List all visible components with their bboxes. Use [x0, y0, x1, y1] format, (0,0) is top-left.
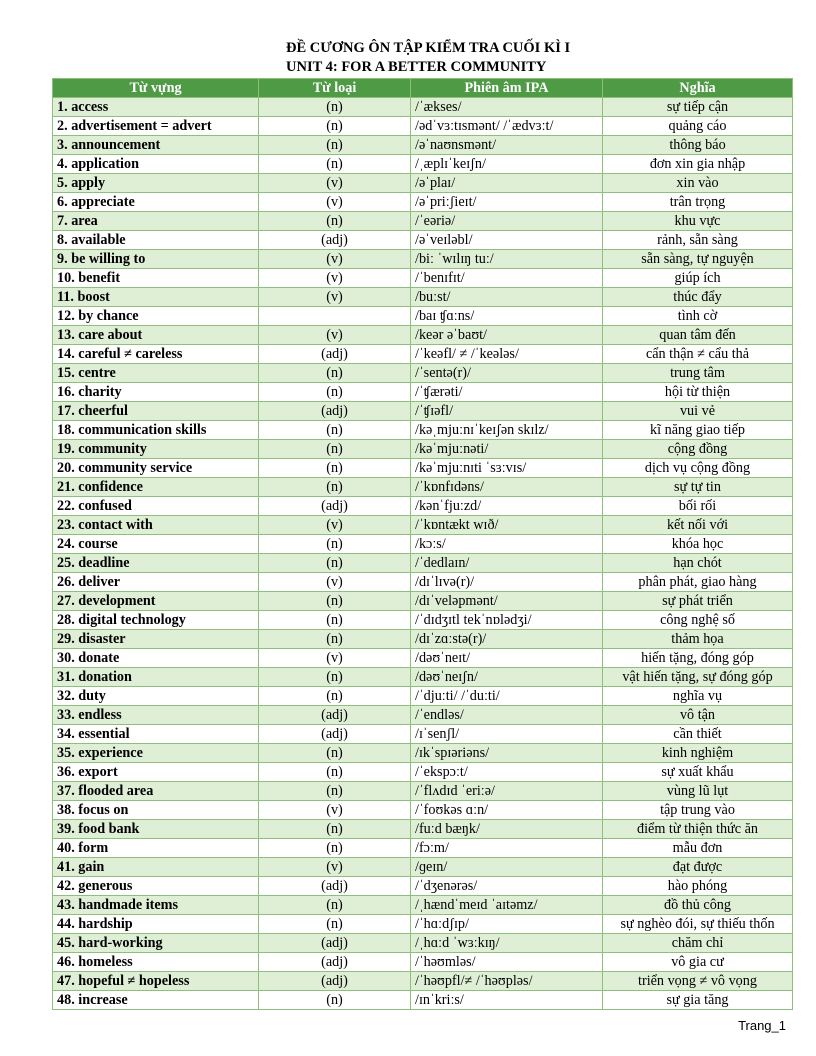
vocab-word: 14. careful ≠ careless — [53, 345, 259, 364]
vocab-part-of-speech: (v) — [259, 193, 411, 212]
vocab-part-of-speech: (n) — [259, 611, 411, 630]
vocab-meaning: sự phát triển — [603, 592, 793, 611]
vocab-meaning: giúp ích — [603, 269, 793, 288]
vocab-meaning: khu vực — [603, 212, 793, 231]
table-row — [53, 307, 793, 326]
table-row — [53, 896, 793, 915]
vocab-meaning: triển vọng ≠ vô vọng — [603, 972, 793, 991]
vocab-part-of-speech: (n) — [259, 364, 411, 383]
table-row — [53, 421, 793, 440]
vocab-ipa: /kɔːs/ — [411, 535, 603, 554]
vocab-word: 31. donation — [53, 668, 259, 687]
vocab-ipa: /ˈdjuːti/ /ˈduːti/ — [411, 687, 603, 706]
vocab-part-of-speech: (v) — [259, 250, 411, 269]
unit-title: UNIT 4: FOR A BETTER COMMUNITY — [286, 59, 547, 75]
vocab-meaning: sự xuất khẩu — [603, 763, 793, 782]
table-row — [53, 136, 793, 155]
vocab-meaning: khóa học — [603, 535, 793, 554]
vocab-word: 42. generous — [53, 877, 259, 896]
vocab-meaning: tập trung vào — [603, 801, 793, 820]
table-row — [53, 345, 793, 364]
vocab-meaning: tình cờ — [603, 307, 793, 326]
vocab-word: 27. development — [53, 592, 259, 611]
header-part-of-speech: Từ loại — [259, 79, 411, 98]
table-row — [53, 98, 793, 117]
vocab-part-of-speech: (v) — [259, 649, 411, 668]
table-row — [53, 326, 793, 345]
vocab-ipa: /baɪ ʧɑːns/ — [411, 307, 603, 326]
vocab-word: 11. boost — [53, 288, 259, 307]
vocab-ipa: /ˈendləs/ — [411, 706, 603, 725]
vocab-word: 1. access — [53, 98, 259, 117]
vocab-meaning: vô gia cư — [603, 953, 793, 972]
vocab-part-of-speech: (n) — [259, 478, 411, 497]
vocab-meaning: phân phát, giao hàng — [603, 573, 793, 592]
table-row — [53, 117, 793, 136]
table-row — [53, 820, 793, 839]
table-row — [53, 516, 793, 535]
vocab-ipa: /ˈkeəfl/ ≠ /ˈkeələs/ — [411, 345, 603, 364]
vocab-part-of-speech: (v) — [259, 269, 411, 288]
vocab-part-of-speech: (n) — [259, 668, 411, 687]
table-row — [53, 611, 793, 630]
vocab-part-of-speech: (n) — [259, 383, 411, 402]
table-row — [53, 573, 793, 592]
vocab-word: 35. experience — [53, 744, 259, 763]
vocab-ipa: /kəˌmjuːnɪˈkeɪʃən skɪlz/ — [411, 421, 603, 440]
vocab-ipa: /əˈnaʊnsmənt/ — [411, 136, 603, 155]
table-row — [53, 269, 793, 288]
table-row — [53, 250, 793, 269]
table-row — [53, 478, 793, 497]
vocab-ipa: /əˈplaɪ/ — [411, 174, 603, 193]
vocab-ipa: /dɪˈlɪvə(r)/ — [411, 573, 603, 592]
table-row — [53, 174, 793, 193]
vocab-word: 33. endless — [53, 706, 259, 725]
vocab-ipa: /ˈkɒnfɪdəns/ — [411, 478, 603, 497]
vocab-meaning: cẩn thận ≠ cẩu thả — [603, 345, 793, 364]
vocab-word: 20. community service — [53, 459, 259, 478]
vocab-part-of-speech: (v) — [259, 573, 411, 592]
vocab-word: 6. appreciate — [53, 193, 259, 212]
vocab-word: 13. care about — [53, 326, 259, 345]
vocab-ipa: /ˈsentə(r)/ — [411, 364, 603, 383]
table-row — [53, 744, 793, 763]
vocab-ipa: /kəˈmjuːnəti/ — [411, 440, 603, 459]
vocab-ipa: /ˈʧɪəfl/ — [411, 402, 603, 421]
table-row — [53, 402, 793, 421]
vocab-word: 44. hardship — [53, 915, 259, 934]
vocab-part-of-speech: (n) — [259, 421, 411, 440]
vocab-word: 41. gain — [53, 858, 259, 877]
vocab-part-of-speech: (adj) — [259, 725, 411, 744]
table-row — [53, 592, 793, 611]
vocab-ipa: /fɔːm/ — [411, 839, 603, 858]
vocab-word: 26. deliver — [53, 573, 259, 592]
table-row — [53, 497, 793, 516]
vocab-meaning: hào phóng — [603, 877, 793, 896]
vocab-meaning: bối rối — [603, 497, 793, 516]
vocab-part-of-speech: (adj) — [259, 345, 411, 364]
table-row — [53, 535, 793, 554]
vocab-ipa: /ədˈvɜːtɪsmənt/ /ˈædvɜːt/ — [411, 117, 603, 136]
vocab-part-of-speech: (n) — [259, 630, 411, 649]
vocab-part-of-speech: (n) — [259, 459, 411, 478]
vocab-part-of-speech: (adj) — [259, 497, 411, 516]
vocab-ipa: /ˈʧærəti/ — [411, 383, 603, 402]
vocab-meaning: nghĩa vụ — [603, 687, 793, 706]
vocab-ipa: /əˈveɪləbl/ — [411, 231, 603, 250]
vocab-part-of-speech: (n) — [259, 896, 411, 915]
page-footer: Trang_1 — [738, 1018, 786, 1033]
vocab-word: 10. benefit — [53, 269, 259, 288]
vocab-ipa: /ˈflʌdɪd ˈeriːə/ — [411, 782, 603, 801]
vocab-part-of-speech: (n) — [259, 98, 411, 117]
vocab-meaning: thảm họa — [603, 630, 793, 649]
vocab-word: 19. community — [53, 440, 259, 459]
vocab-word: 39. food bank — [53, 820, 259, 839]
vocab-ipa: /ˈdʒenərəs/ — [411, 877, 603, 896]
vocab-meaning: cộng đồng — [603, 440, 793, 459]
vocabulary-table — [52, 78, 793, 1010]
vocab-ipa: /ˈhəʊpfl/≠ /ˈhəʊpləs/ — [411, 972, 603, 991]
vocab-meaning: vật hiến tặng, sự đóng góp — [603, 668, 793, 687]
table-row — [53, 687, 793, 706]
vocab-meaning: điểm từ thiện thức ăn — [603, 820, 793, 839]
table-row — [53, 554, 793, 573]
vocab-part-of-speech — [259, 307, 411, 326]
vocab-meaning: hiến tặng, đóng góp — [603, 649, 793, 668]
vocab-part-of-speech: (n) — [259, 535, 411, 554]
vocab-ipa: /keər əˈbaʊt/ — [411, 326, 603, 345]
table-row — [53, 364, 793, 383]
vocab-word: 36. export — [53, 763, 259, 782]
vocab-meaning: rảnh, sẵn sàng — [603, 231, 793, 250]
vocab-ipa: /ɪkˈspɪəriəns/ — [411, 744, 603, 763]
vocab-part-of-speech: (adj) — [259, 706, 411, 725]
vocab-word: 2. advertisement = advert — [53, 117, 259, 136]
vocab-part-of-speech: (n) — [259, 155, 411, 174]
vocab-part-of-speech: (n) — [259, 554, 411, 573]
vocab-meaning: hạn chót — [603, 554, 793, 573]
vocab-meaning: thông báo — [603, 136, 793, 155]
vocab-ipa: /buːst/ — [411, 288, 603, 307]
vocab-ipa: /ɪˈsenʃl/ — [411, 725, 603, 744]
vocab-part-of-speech: (n) — [259, 839, 411, 858]
vocab-ipa: /fuːd bæŋk/ — [411, 820, 603, 839]
table-header-row — [53, 79, 793, 98]
header-meaning: Nghĩa — [603, 79, 793, 98]
vocab-ipa: /dəʊˈneɪʃn/ — [411, 668, 603, 687]
vocab-meaning: vui vẻ — [603, 402, 793, 421]
document-title: ĐỀ CƯƠNG ÔN TẬP KIỂM TRA CUỐI KÌ I — [286, 40, 571, 56]
vocab-word: 18. communication skills — [53, 421, 259, 440]
vocab-ipa: /ˈhɑːdʃɪp/ — [411, 915, 603, 934]
vocab-part-of-speech: (n) — [259, 991, 411, 1010]
vocab-word: 17. cheerful — [53, 402, 259, 421]
vocab-word: 22. confused — [53, 497, 259, 516]
vocab-part-of-speech: (n) — [259, 592, 411, 611]
vocab-meaning: đồ thủ công — [603, 896, 793, 915]
vocab-word: 9. be willing to — [53, 250, 259, 269]
vocab-meaning: xin vào — [603, 174, 793, 193]
table-row — [53, 991, 793, 1010]
vocab-part-of-speech: (n) — [259, 212, 411, 231]
vocab-ipa: /ˈekspɔːt/ — [411, 763, 603, 782]
table-row — [53, 763, 793, 782]
table-row — [53, 953, 793, 972]
vocab-meaning: sự gia tăng — [603, 991, 793, 1010]
vocab-ipa: /kənˈfjuːzd/ — [411, 497, 603, 516]
vocab-word: 15. centre — [53, 364, 259, 383]
header-ipa: Phiên âm IPA — [411, 79, 603, 98]
vocab-ipa: /ɡeɪn/ — [411, 858, 603, 877]
vocab-meaning: sẵn sàng, tự nguyện — [603, 250, 793, 269]
table-row — [53, 630, 793, 649]
vocab-part-of-speech: (n) — [259, 136, 411, 155]
table-row — [53, 193, 793, 212]
vocab-ipa: /ˌhɑːd ˈwɜːkɪŋ/ — [411, 934, 603, 953]
vocab-word: 7. area — [53, 212, 259, 231]
table-row — [53, 934, 793, 953]
vocab-part-of-speech: (n) — [259, 744, 411, 763]
table-row — [53, 649, 793, 668]
table-row — [53, 440, 793, 459]
vocab-meaning: vô tận — [603, 706, 793, 725]
vocab-part-of-speech: (v) — [259, 858, 411, 877]
vocab-part-of-speech: (n) — [259, 687, 411, 706]
vocab-word: 47. hopeful ≠ hopeless — [53, 972, 259, 991]
vocab-ipa: /ˈkɒntækt wɪð/ — [411, 516, 603, 535]
vocab-word: 34. essential — [53, 725, 259, 744]
vocab-word: 29. disaster — [53, 630, 259, 649]
vocab-meaning: quảng cáo — [603, 117, 793, 136]
vocab-ipa: /biː ˈwɪlɪŋ tuː/ — [411, 250, 603, 269]
vocab-word: 16. charity — [53, 383, 259, 402]
vocab-meaning: công nghệ số — [603, 611, 793, 630]
vocab-part-of-speech: (adj) — [259, 953, 411, 972]
table-row — [53, 782, 793, 801]
vocab-ipa: /ˈhəʊmləs/ — [411, 953, 603, 972]
table-row — [53, 459, 793, 478]
vocab-part-of-speech: (adj) — [259, 231, 411, 250]
vocab-meaning: kĩ năng giao tiếp — [603, 421, 793, 440]
vocab-part-of-speech: (n) — [259, 440, 411, 459]
vocab-word: 24. course — [53, 535, 259, 554]
table-row — [53, 839, 793, 858]
vocab-meaning: thúc đẩy — [603, 288, 793, 307]
vocab-word: 37. flooded area — [53, 782, 259, 801]
vocab-word: 32. duty — [53, 687, 259, 706]
vocab-ipa: /kəˈmjuːnɪti ˈsɜːvɪs/ — [411, 459, 603, 478]
table-row — [53, 383, 793, 402]
vocab-meaning: hội từ thiện — [603, 383, 793, 402]
table-row — [53, 668, 793, 687]
vocab-meaning: sự tự tin — [603, 478, 793, 497]
vocab-word: 38. focus on — [53, 801, 259, 820]
vocab-word: 48. increase — [53, 991, 259, 1010]
vocab-meaning: cần thiết — [603, 725, 793, 744]
vocab-meaning: đạt được — [603, 858, 793, 877]
table-row — [53, 801, 793, 820]
vocab-ipa: /ɪnˈkriːs/ — [411, 991, 603, 1010]
vocab-word: 4. application — [53, 155, 259, 174]
vocab-ipa: /dɪˈveləpmənt/ — [411, 592, 603, 611]
vocab-meaning: vùng lũ lụt — [603, 782, 793, 801]
vocab-part-of-speech: (n) — [259, 117, 411, 136]
vocab-ipa: /ˈdɪdʒɪtl tekˈnɒlədʒi/ — [411, 611, 603, 630]
vocab-word: 21. confidence — [53, 478, 259, 497]
vocab-word: 30. donate — [53, 649, 259, 668]
vocab-part-of-speech: (adj) — [259, 877, 411, 896]
vocab-part-of-speech: (n) — [259, 915, 411, 934]
vocab-ipa: /ˈækses/ — [411, 98, 603, 117]
vocab-part-of-speech: (v) — [259, 516, 411, 535]
table-row — [53, 155, 793, 174]
vocab-ipa: /ˈfoʊkəs ɑːn/ — [411, 801, 603, 820]
header-word: Từ vựng — [53, 79, 259, 98]
vocab-word: 23. contact with — [53, 516, 259, 535]
vocab-part-of-speech: (v) — [259, 326, 411, 345]
vocab-part-of-speech: (adj) — [259, 934, 411, 953]
vocab-word: 5. apply — [53, 174, 259, 193]
vocab-meaning: sự nghèo đói, sự thiếu thốn — [603, 915, 793, 934]
vocab-meaning: kết nối với — [603, 516, 793, 535]
vocab-ipa: /əˈpriːʃieɪt/ — [411, 193, 603, 212]
table-row — [53, 288, 793, 307]
vocab-word: 40. form — [53, 839, 259, 858]
vocab-part-of-speech: (adj) — [259, 972, 411, 991]
table-row — [53, 915, 793, 934]
vocab-ipa: /dɪˈzɑːstə(r)/ — [411, 630, 603, 649]
vocab-meaning: kinh nghiệm — [603, 744, 793, 763]
table-row — [53, 877, 793, 896]
vocab-word: 3. announcement — [53, 136, 259, 155]
vocab-meaning: trân trọng — [603, 193, 793, 212]
vocab-ipa: /ˌhændˈmeɪd ˈaɪtəmz/ — [411, 896, 603, 915]
vocab-part-of-speech: (adj) — [259, 402, 411, 421]
vocab-word: 45. hard-working — [53, 934, 259, 953]
vocab-part-of-speech: (v) — [259, 174, 411, 193]
vocab-meaning: mẫu đơn — [603, 839, 793, 858]
vocab-meaning: trung tâm — [603, 364, 793, 383]
table-row — [53, 706, 793, 725]
vocab-meaning: sự tiếp cận — [603, 98, 793, 117]
vocab-part-of-speech: (n) — [259, 820, 411, 839]
vocab-ipa: /dəʊˈneɪt/ — [411, 649, 603, 668]
vocab-word: 28. digital technology — [53, 611, 259, 630]
vocab-word: 8. available — [53, 231, 259, 250]
vocab-part-of-speech: (n) — [259, 763, 411, 782]
table-row — [53, 972, 793, 991]
vocab-ipa: /ˈeəriə/ — [411, 212, 603, 231]
vocab-meaning: chăm chỉ — [603, 934, 793, 953]
vocab-part-of-speech: (v) — [259, 288, 411, 307]
vocab-ipa: /ˈdedlaɪn/ — [411, 554, 603, 573]
vocab-word: 12. by chance — [53, 307, 259, 326]
vocab-word: 25. deadline — [53, 554, 259, 573]
table-row — [53, 212, 793, 231]
vocab-word: 43. handmade items — [53, 896, 259, 915]
table-row — [53, 231, 793, 250]
table-row — [53, 725, 793, 744]
vocab-ipa: /ˈbenɪfɪt/ — [411, 269, 603, 288]
vocab-meaning: dịch vụ cộng đồng — [603, 459, 793, 478]
vocab-word: 46. homeless — [53, 953, 259, 972]
vocab-meaning: quan tâm đến — [603, 326, 793, 345]
table-row — [53, 858, 793, 877]
vocab-meaning: đơn xin gia nhập — [603, 155, 793, 174]
vocab-part-of-speech: (v) — [259, 801, 411, 820]
vocab-ipa: /ˌæplɪˈkeɪʃn/ — [411, 155, 603, 174]
vocab-part-of-speech: (n) — [259, 782, 411, 801]
